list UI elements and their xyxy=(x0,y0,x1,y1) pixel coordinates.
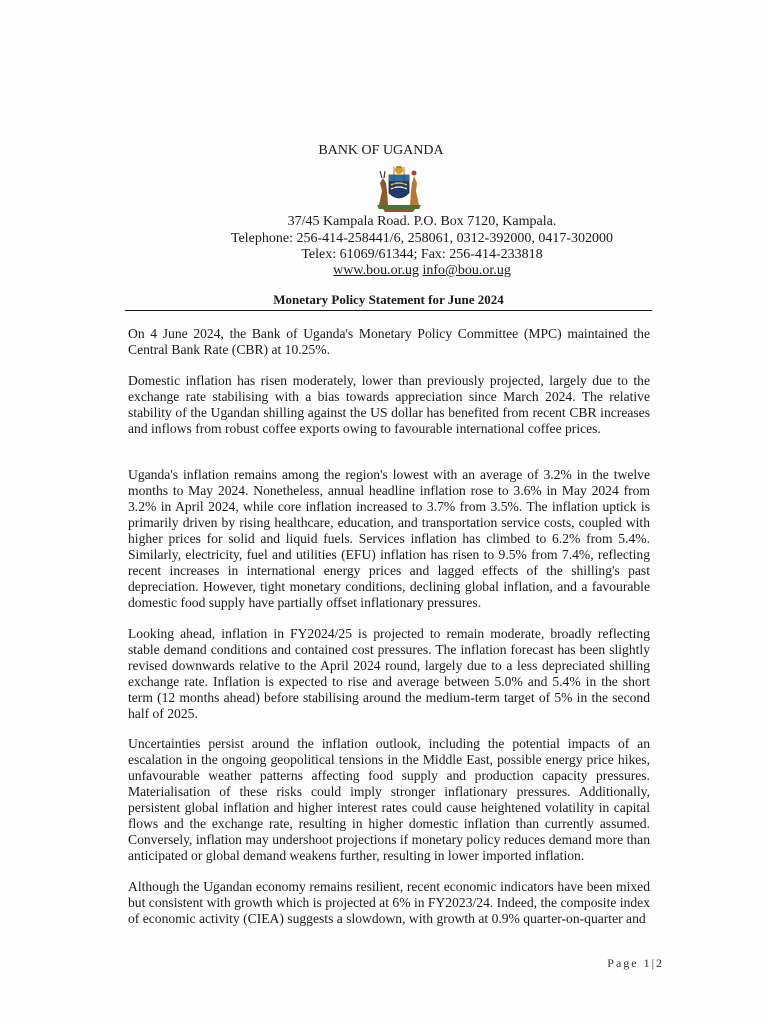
document-title: Monetary Policy Statement for June 2024 xyxy=(273,292,504,307)
paragraph-1: On 4 June 2024, the Bank of Uganda's Monetary Policy Committee (MPC) maintained the Central Bank Rate (CBR) at 10.25%. xyxy=(128,326,650,357)
paragraph-3: Uganda's inflation remains among the region's lowest with an average of 3.2% in the twelve months to May 2024. Nonetheless, annual headline inflation rose to 3.6% in May 2024 from 3.2% in April 2024, while core inflation increased to 3.7% from 3.5%. The inflation uptick is primarily driven by rising healthcare, education, and transportation service costs, coupled with higher prices for solid and liquid fuels. Services inflation has climbed to 6.2% from 5.4%. Similarly, electricity, fuel and utilities (EFU) inflation has risen to 9.5% from 7.4%, reflecting recent increases in international energy prices and lagged effects of the shilling's past depreciation. However, tight monetary conditions, declining global inflation, and a favourable domestic food supply have partially offset inflationary pressures. xyxy=(128,467,650,610)
paragraph-2: Domestic inflation has risen moderately, lower than previously projected, largely due to the exchange rate stabilising with a bias towards appreciation since March 2024. The relative stability of the Ugandan shilling against the US dollar has benefited from recent CBR increases and inflows from robust coffee exports owing to favourable international coffee prices. xyxy=(128,373,650,436)
page-number: Page 1|2 xyxy=(607,956,664,970)
address-line: 37/45 Kampala Road. P.O. Box 7120, Kampala. xyxy=(287,214,557,229)
title-divider xyxy=(125,310,652,311)
coat-of-arms-icon xyxy=(373,161,425,213)
email-link[interactable]: info@bou.or.ug xyxy=(422,263,511,278)
bank-name: BANK OF UGANDA xyxy=(318,143,444,158)
web-contacts xyxy=(38,263,768,279)
paragraph-4: Looking ahead, inflation in FY2024/25 is projected to remain moderate, broadly reflecting stable demand conditions and contained cost pressures. The inflation forecast has been slightly revised downwards relative to the April 2024 round, largely due to a less depreciated shilling exchange rate. Inflation is expected to rise and average between 5.0% and 5.4% in the short term (12 months ahead) before stabilising around the medium-term target of 5% in the second half of 2025. xyxy=(128,626,650,721)
telephone-line: Telephone: 256-414-258441/6, 258061, 0312-392000, 0417-302000 xyxy=(230,231,614,246)
paragraph-6: Although the Ugandan economy remains resilient, recent economic indicators have been mixed but consistent with growth which is projected at 6% in FY2023/24. Indeed, the composite index of economic activity (CIEA) suggests a slowdown, with growth at 0.9% quarter-on-quarter and xyxy=(128,879,650,926)
telex-fax-line: Telex: 61069/61344; Fax: 256-414-233818 xyxy=(301,247,543,262)
paragraph-5: Uncertainties persist around the inflation outlook, including the potential impacts of an escalation in the ongoing geopolitical tensions in the Middle East, possible energy price hikes, unfavourable weather patterns affecting food supply and production capacity pressures. Materialisation of these risks could imply stronger inflationary pressures. Additionally, persistent global inflation and higher interest rates could cause heightened volatility in capital flows and the exchange rate, resulting in higher domestic inflation than currently assumed. Conversely, inflation may undershoot projections if monetary policy reduces demand more than anticipated or global demand weakens further, resulting in lower imported inflation. xyxy=(128,736,650,863)
website-link[interactable]: www.bou.or.ug xyxy=(333,263,419,278)
